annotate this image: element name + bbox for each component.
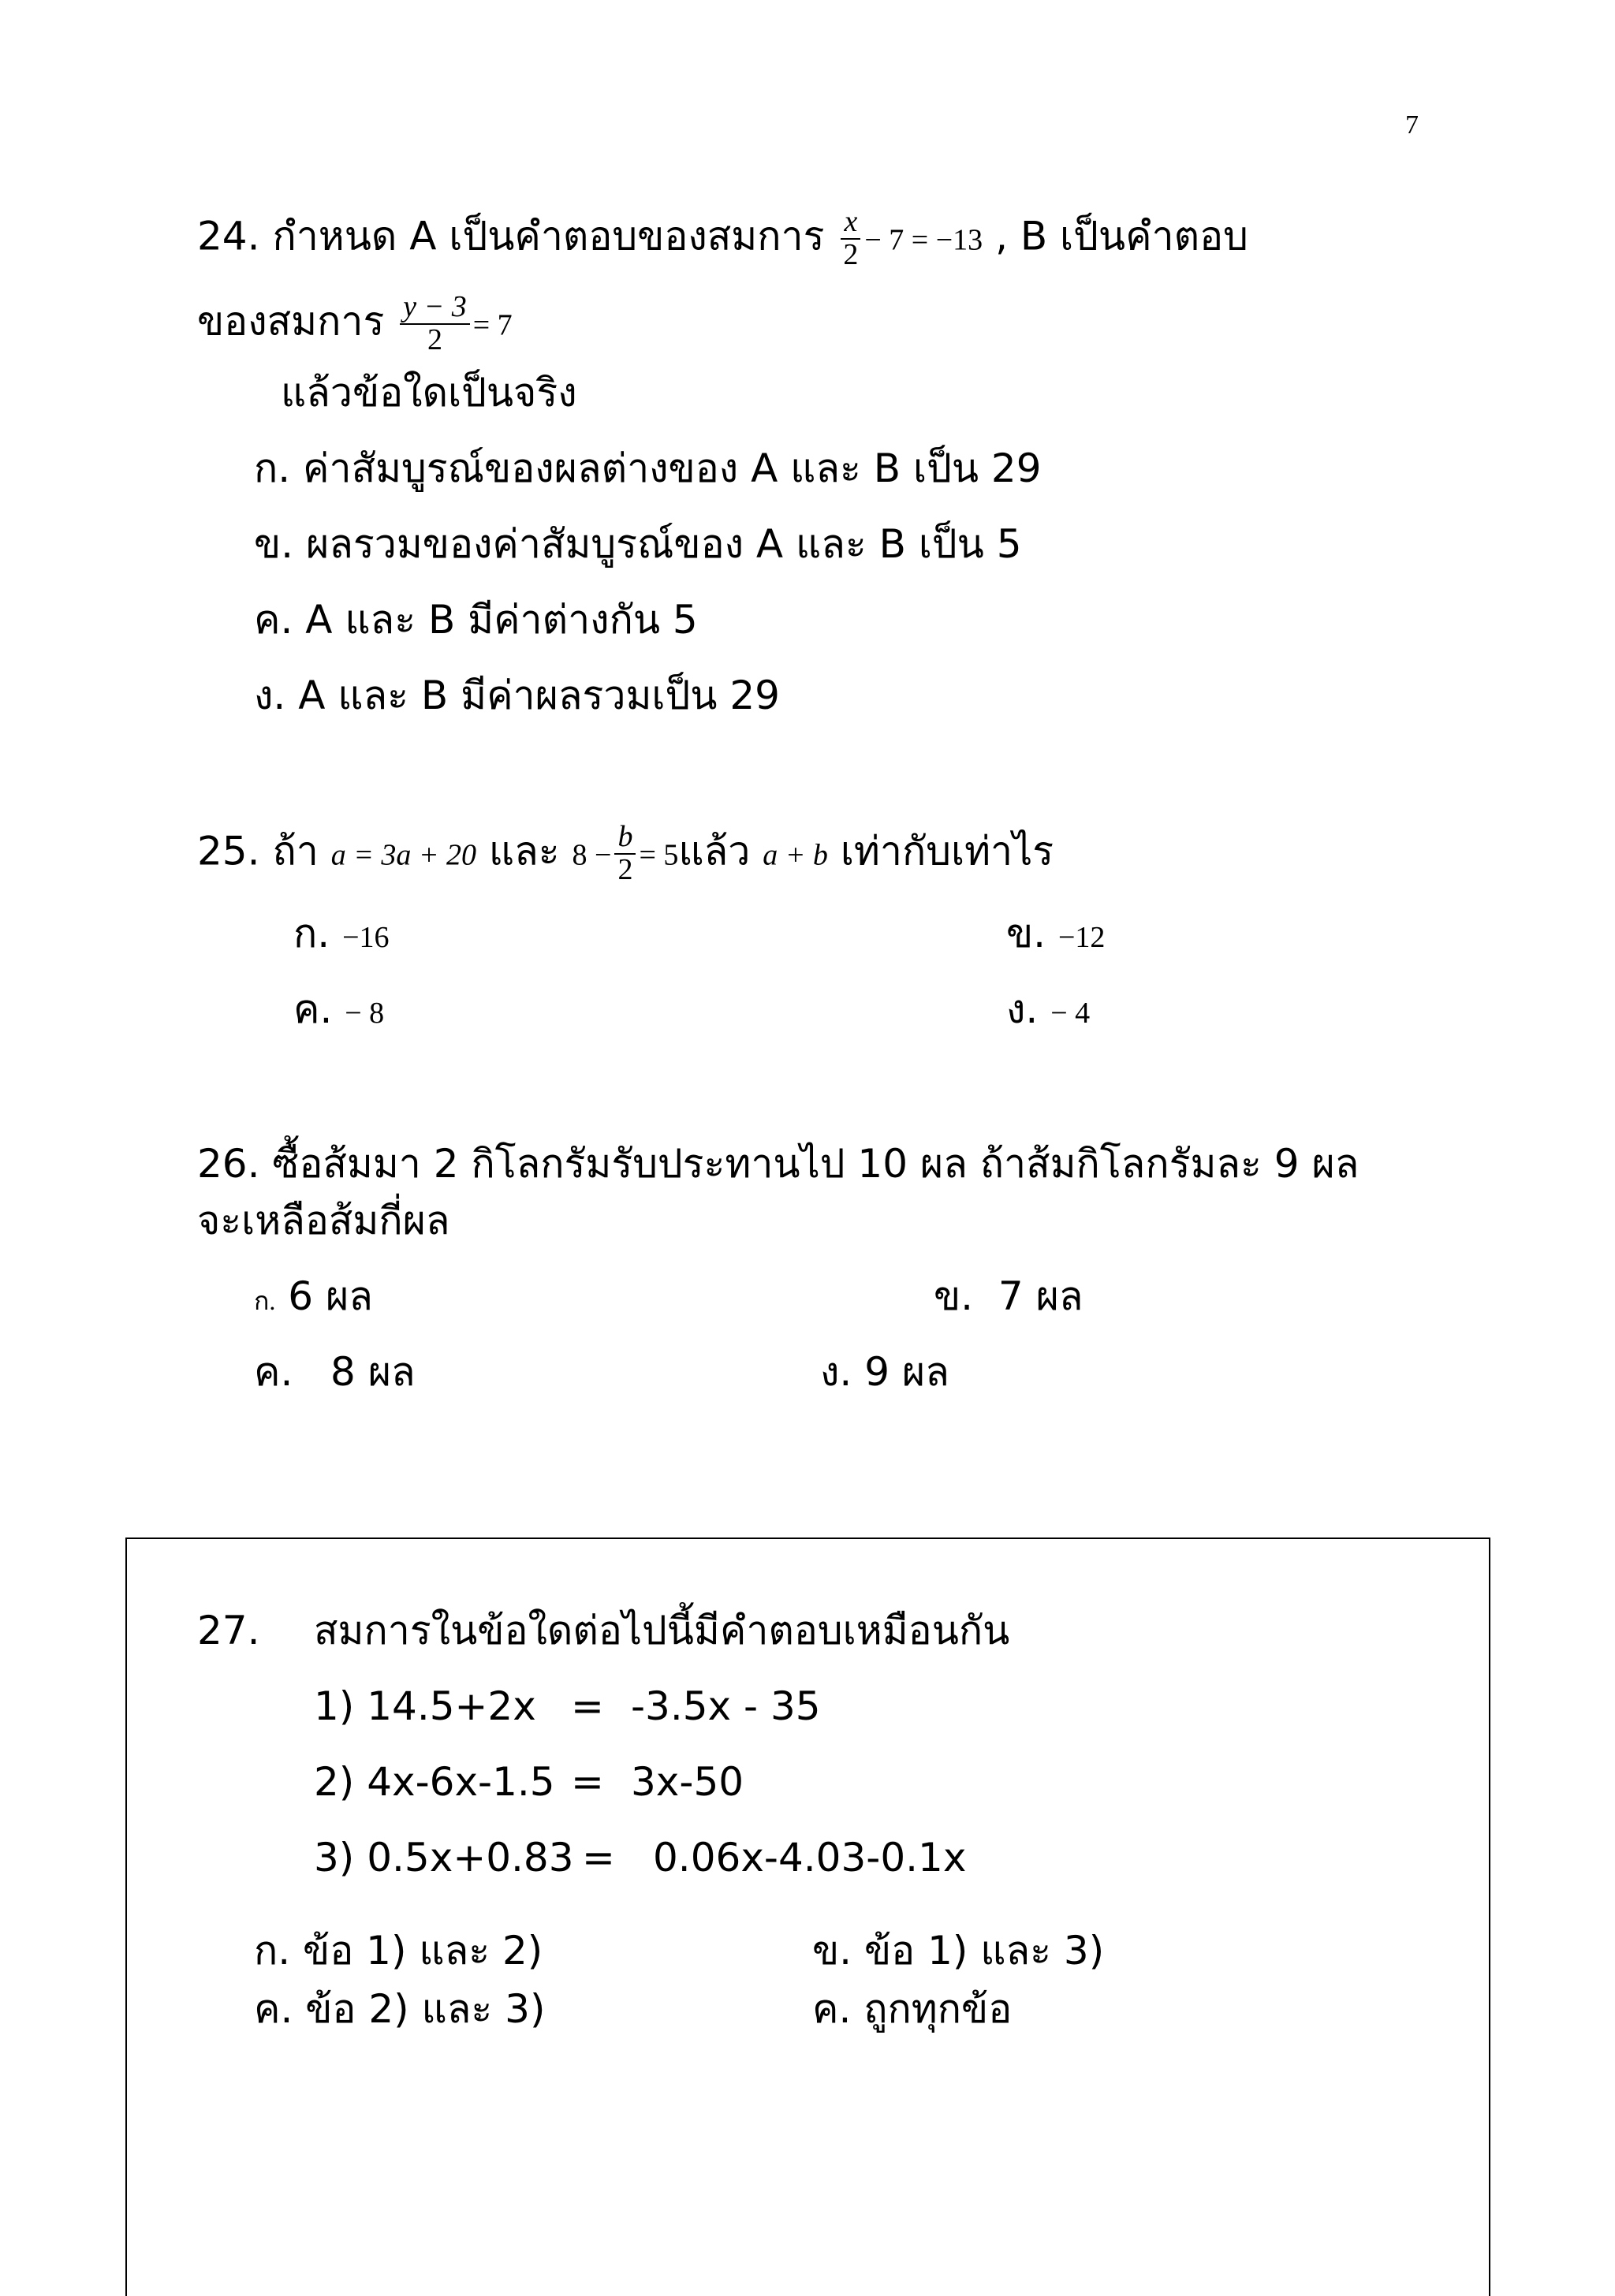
option-label: ก. (254, 1287, 276, 1315)
option-label: ค. (293, 986, 333, 1032)
q25-and: และ (488, 828, 560, 874)
page-number: 7 (1405, 110, 1419, 140)
option-value: − 8 (345, 997, 385, 1030)
q27-option: ค. ข้อ 2) และ 3) (254, 1986, 546, 2032)
option-value: 8 ผล (330, 1349, 416, 1395)
q25-expr: a + b (763, 838, 828, 872)
option-label: ข. (1006, 911, 1046, 956)
q25-option (1006, 911, 1105, 957)
option-value: −12 (1057, 921, 1106, 954)
option-label: ค. (254, 1349, 293, 1395)
option-value: 6 ผล (288, 1273, 373, 1319)
q25-eq2-fraction (614, 822, 636, 886)
option-label: ง. (1006, 986, 1039, 1032)
q25-line1 (197, 822, 1054, 886)
q25-then: แล้ว (678, 828, 751, 874)
option-value: 9 ผล (864, 1349, 949, 1395)
q24-text-a: กำหนด A เป็นคำตอบของสมการ (272, 213, 825, 259)
option-value: 7 ผล (998, 1273, 1084, 1319)
q27-option: ก. ข้อ 1) และ 2) (254, 1928, 543, 1974)
q26-option (254, 1350, 416, 1396)
q24-eq2-numerator: y − 3 (400, 292, 470, 325)
q24-option: ง. A และ B มีค่าผลรวมเป็น 29 (254, 673, 780, 718)
q26-option (820, 1350, 949, 1396)
q25-number: 25. (197, 828, 260, 874)
q27-number: 27. (197, 1608, 260, 1653)
q24-eq1-rest: − 7 = −13 (864, 223, 983, 257)
q24-option: ค. A และ B มีค่าต่างกัน 5 (254, 597, 698, 643)
q24-eq2-fraction (400, 292, 470, 356)
q27-equation-right: 3x-50 (631, 1759, 744, 1805)
q27-equation-equals: = (571, 1759, 604, 1805)
option-value: − 4 (1050, 997, 1091, 1030)
q25-eq2-denominator: 2 (617, 852, 633, 886)
q27-equation-right: 0.06x-4.03-0.1x (653, 1835, 967, 1880)
q24-number: 24. (197, 213, 260, 259)
option-value: −16 (342, 921, 390, 954)
q24-line2 (197, 292, 513, 356)
option-label: ก. (293, 911, 330, 956)
q25-option (1006, 987, 1090, 1033)
q24-option: ข. ผลรวมของค่าสัมบูรณ์ของ A และ B เป็น 5 (254, 521, 1022, 567)
q25-option (293, 911, 390, 957)
q25-if: ถ้า (272, 828, 319, 874)
q26-line2: จะเหลือส้มกี่ผล (197, 1198, 450, 1243)
option-label: ข. (934, 1273, 974, 1319)
q27-equation-equals: = (571, 1683, 604, 1729)
q27-equation-equals: = (582, 1835, 615, 1880)
q27-question: สมการในข้อใดต่อไปนี้มีคำตอบเหมือนกัน (314, 1608, 1010, 1653)
q26-option (934, 1274, 1084, 1320)
q24-eq1-denominator: 2 (843, 237, 859, 271)
q24-eq1-fraction (840, 207, 861, 271)
q27-equation-left: 1) 14.5+2x (314, 1683, 536, 1729)
q24-eq1-numerator: x (841, 207, 860, 240)
option-label: ง. (820, 1349, 852, 1395)
q27-equation-right: -3.5x - 35 (631, 1683, 821, 1729)
q24-eq2-denominator: 2 (427, 322, 442, 356)
q27-equation-left: 2) 4x-6x-1.5 (314, 1759, 555, 1805)
q27-option: ค. ถูกทุกข้อ (812, 1986, 1013, 2032)
q26-option (254, 1274, 373, 1320)
q25-eq1: a = 3a + 20 (330, 838, 476, 872)
q25-tail: เท่ากับเท่าไร (840, 828, 1054, 874)
q27-option: ข. ข้อ 1) และ 3) (812, 1928, 1105, 1974)
q24-text-b: , B เป็นคำตอบ (995, 213, 1248, 259)
q26-line1: 26. ซื้อส้มมา 2 กิโลกรัมรับประทานไป 10 ผล ถ้าส้มกิโลกรัมละ 9 ผล (197, 1141, 1360, 1187)
q24-line3: แล้วข้อใดเป็นจริง (281, 370, 577, 416)
q25-eq2-post: = 5 (639, 838, 679, 872)
q24-eq2-rest: = 7 (472, 308, 513, 342)
q27-equation-left: 3) 0.5x+0.83 (314, 1835, 574, 1880)
q24-line2-text: ของสมการ (197, 298, 385, 345)
q24-line1 (197, 207, 1248, 271)
q25-option (293, 987, 384, 1033)
q25-eq2-numerator: b (614, 822, 636, 855)
q24-option: ก. ค่าสัมบูรณ์ของผลต่างของ A และ B เป็น 29 (254, 445, 1042, 491)
q25-eq2-pre: 8 − (572, 838, 612, 872)
